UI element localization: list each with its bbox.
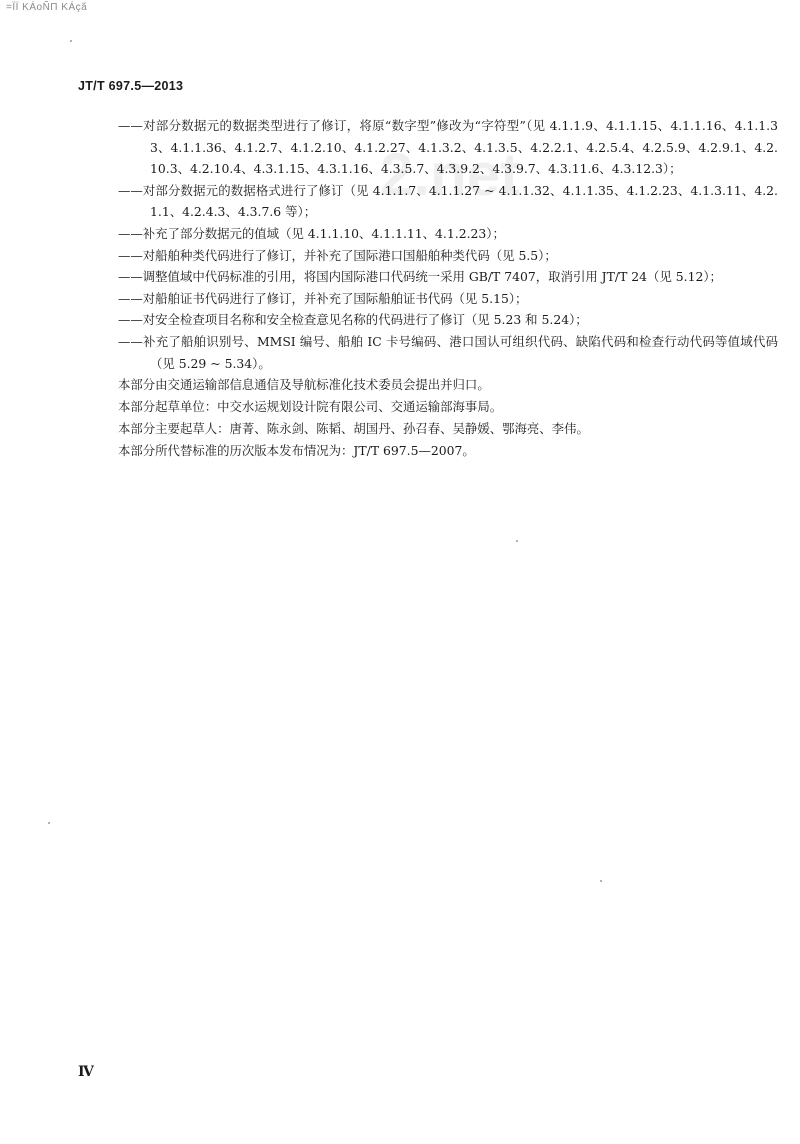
- scan-header-mark: =ΪΪ KÁoÑΠ KÁçã: [6, 2, 88, 13]
- change-list: [118, 115, 778, 374]
- foreword-content: [118, 115, 778, 462]
- standard-number-header: JT/T 697.5—2013: [78, 79, 184, 93]
- scan-speck: [70, 40, 72, 42]
- change-item-1: ——对部分数据元的数据类型进行了修订，将原“数字型”修改为“字符型”（见 4.1.1.9、4.1.1.15、4.1.1.16、4.1.1.33、4.1.1.36、4.1.2.7、4.1.2.10、4.1.2.27、4.1.3.2、4.1.3.5、4.2.2.1、4.2.5.4、4.2.5.9、4.2.9.1、4.2.10.3、4.2.10.4、4.3.1.15、4.3.1.16、4.3.5.7、4.3.9.2、4.3.9.7、4.3.11.6、4.3.12.3）；: [118, 118, 778, 177]
- drafting-units-paragraph: 本部分起草单位：中交水运规划设计院有限公司、交通运输部海事局。: [118, 399, 503, 415]
- watermark: 2.net: [380, 141, 521, 208]
- change-item-2: ——对部分数据元的数据格式进行了修订（见 4.1.1.7、4.1.1.27 ~ 4.1.1.32、4.1.1.35、4.1.2.23、4.1.3.11、4.2.1.1、4.2.4.3、4.3.7.6 等）；: [118, 182, 778, 220]
- change-item-4: ——对船舶种类代码进行了修订，并补充了国际港口国船舶种类代码（见 5.5）；: [118, 247, 557, 263]
- scan-speck: [516, 540, 518, 542]
- scan-speck: [600, 880, 602, 882]
- change-item-5: ——调整值域中代码标准的引用，将国内国际港口代码统一采用 GB/T 7407，取消引用 JT/T 24（见 5.12）；: [118, 269, 722, 285]
- change-item-7: ——对安全检查项目名称和安全检查意见名称的代码进行了修订（见 5.23 和 5.24）；: [118, 312, 588, 328]
- scan-speck: [48, 822, 50, 824]
- previous-editions-paragraph: 本部分所代替标准的历次版本发布情况为：JT/T 697.5—2007。: [118, 443, 475, 459]
- change-item-3: ——补充了部分数据元的值域（见 4.1.1.10、4.1.1.11、4.1.2.23）；: [118, 225, 505, 241]
- change-item-8: ——补充了船舶识别号、MMSI 编号、船舶 IC 卡号编码、港口国认可组织代码、缺陷代码和检查行动代码等值域代码（见 5.29 ~ 5.34）。: [118, 333, 778, 371]
- proposer-paragraph: 本部分由交通运输部信息通信及导航标准化技术委员会提出并归口。: [118, 377, 490, 393]
- drafters-paragraph: 本部分主要起草人：唐菁、陈永剑、陈韬、胡国丹、孙召春、吴静媛、鄂海亮、李伟。: [118, 421, 589, 437]
- change-item-6: ——对船舶证书代码进行了修订，并补充了国际船舶证书代码（见 5.15）；: [118, 290, 528, 306]
- page-number: Ⅳ: [78, 1064, 94, 1080]
